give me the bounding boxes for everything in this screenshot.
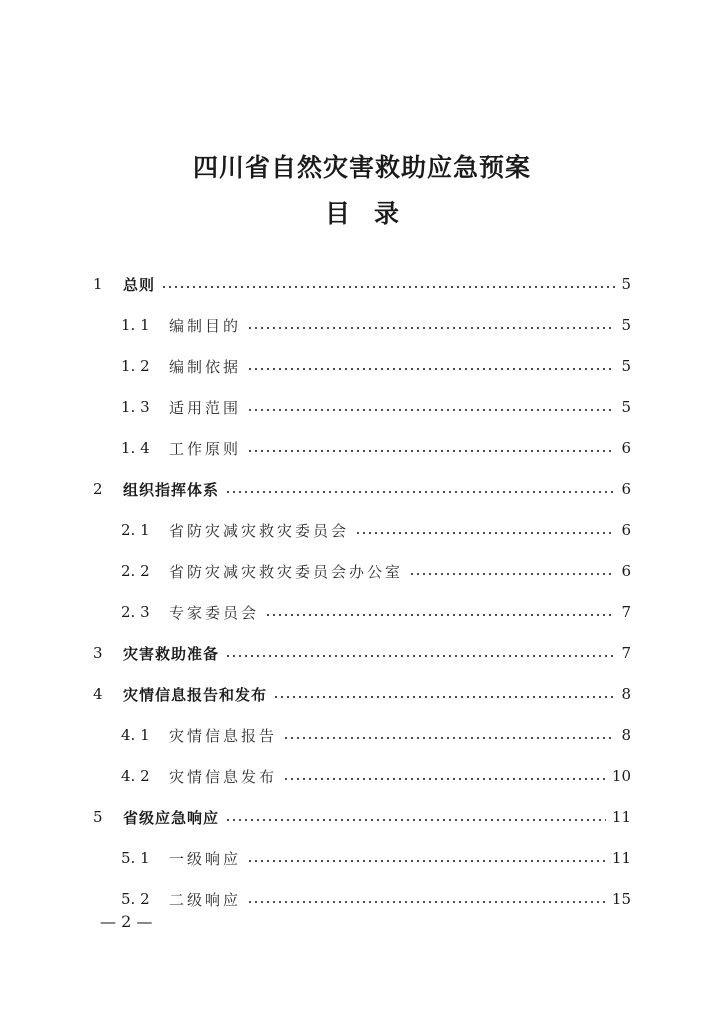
toc-entry-page: 5 bbox=[621, 275, 631, 293]
toc-entry-title: 编制目的 bbox=[169, 316, 242, 335]
toc-entry-page: 6 bbox=[621, 480, 631, 498]
toc-leader-dots bbox=[283, 737, 615, 739]
toc-entry[interactable] bbox=[121, 559, 631, 583]
toc-entry[interactable] bbox=[121, 518, 631, 542]
toc-leader-dots bbox=[409, 573, 615, 575]
toc-entry[interactable] bbox=[93, 641, 631, 665]
toc-entry[interactable] bbox=[121, 723, 631, 747]
toc-leader-dots bbox=[161, 286, 615, 288]
toc-entry-title: 专家委员会 bbox=[169, 603, 260, 622]
toc-heading: 目录 bbox=[324, 199, 423, 228]
toc-leader-dots bbox=[247, 860, 606, 862]
toc-entry[interactable] bbox=[121, 395, 631, 419]
toc-entry-title: 二级响应 bbox=[169, 890, 242, 909]
toc-entry-title: 省防灾减灾救灾委员会 bbox=[169, 521, 350, 540]
toc-leader-dots bbox=[247, 901, 606, 903]
toc-entry-page: 8 bbox=[621, 726, 631, 744]
toc-entry-page: 5 bbox=[621, 316, 631, 334]
toc-entry-title: 工作原则 bbox=[169, 439, 242, 458]
toc-entry-page: 6 bbox=[621, 439, 631, 457]
toc-entry[interactable] bbox=[121, 887, 631, 911]
toc-entry-number: 2. 1 bbox=[121, 521, 150, 539]
toc-entry[interactable] bbox=[121, 436, 631, 460]
toc-entry[interactable] bbox=[93, 272, 631, 296]
toc-entry-title: 适用范围 bbox=[169, 398, 242, 417]
toc-entry[interactable] bbox=[121, 600, 631, 624]
toc-entry[interactable] bbox=[93, 805, 631, 829]
toc-entry-page: 15 bbox=[611, 890, 631, 908]
toc-entry-title: 省级应急响应 bbox=[123, 808, 220, 827]
toc-leader-dots bbox=[247, 409, 615, 411]
toc-leader-dots bbox=[247, 450, 615, 452]
toc-entry-number: 3 bbox=[93, 644, 103, 662]
toc-entry-number: 4. 1 bbox=[121, 726, 150, 744]
toc-entry[interactable] bbox=[93, 477, 631, 501]
toc-entry-page: 8 bbox=[621, 685, 631, 703]
toc-entry-page: 6 bbox=[621, 562, 631, 580]
toc-leader-dots bbox=[273, 696, 615, 698]
toc-entry-title: 总则 bbox=[123, 275, 156, 294]
toc-entry[interactable] bbox=[121, 764, 631, 788]
toc-entry-number: 1. 1 bbox=[121, 316, 150, 334]
document-title: 四川省自然灾害救助应急预案 bbox=[192, 153, 531, 182]
toc-entry-number: 4 bbox=[93, 685, 103, 703]
toc-leader-dots bbox=[265, 614, 615, 616]
toc-entry-page: 7 bbox=[621, 644, 631, 662]
toc-entry-page: 10 bbox=[611, 767, 631, 785]
toc-entry-number: 2. 3 bbox=[121, 603, 150, 621]
toc-entry[interactable] bbox=[93, 682, 631, 706]
toc-entry-title: 灾情信息报告和发布 bbox=[123, 685, 268, 704]
toc-leader-dots bbox=[355, 532, 615, 534]
toc-leader-dots bbox=[225, 819, 606, 821]
toc-entry[interactable] bbox=[121, 313, 631, 337]
toc-entry-number: 5 bbox=[93, 808, 103, 826]
toc-leader-dots bbox=[283, 778, 606, 780]
toc-entry-number: 2. 2 bbox=[121, 562, 150, 580]
toc-entry-number: 4. 2 bbox=[121, 767, 150, 785]
toc-entry-number: 2 bbox=[93, 480, 103, 498]
toc-entry-page: 11 bbox=[611, 849, 631, 867]
toc-entry-number: 5. 2 bbox=[121, 890, 150, 908]
toc-entry-page: 5 bbox=[621, 357, 631, 375]
toc-entry[interactable] bbox=[121, 354, 631, 378]
toc-leader-dots bbox=[247, 327, 615, 329]
toc-entry[interactable] bbox=[121, 846, 631, 870]
toc-entry-number: 1. 4 bbox=[121, 439, 150, 457]
toc-entry-title: 一级响应 bbox=[169, 849, 242, 868]
toc-entry-title: 灾情信息发布 bbox=[169, 767, 278, 786]
toc-entry-page: 7 bbox=[621, 603, 631, 621]
toc-entry-page: 5 bbox=[621, 398, 631, 416]
toc-entry-number: 1. 2 bbox=[121, 357, 150, 375]
toc-entry-number: 1 bbox=[93, 275, 103, 293]
toc-entry-page: 6 bbox=[621, 521, 631, 539]
toc-entry-title: 组织指挥体系 bbox=[123, 480, 220, 499]
toc-leader-dots bbox=[247, 368, 615, 370]
toc-entry-title: 灾情信息报告 bbox=[169, 726, 278, 745]
toc-entry-title: 编制依据 bbox=[169, 357, 242, 376]
toc-entry-title: 灾害救助准备 bbox=[123, 644, 220, 663]
toc-leader-dots bbox=[225, 655, 615, 657]
toc-entry-title: 省防灾减灾救灾委员会办公室 bbox=[169, 562, 404, 581]
toc-entry-number: 5. 1 bbox=[121, 849, 150, 867]
toc-entry-page: 11 bbox=[611, 808, 631, 826]
page-number: — 2 — bbox=[100, 912, 153, 931]
toc-entry-number: 1. 3 bbox=[121, 398, 150, 416]
toc-leader-dots bbox=[225, 491, 615, 493]
